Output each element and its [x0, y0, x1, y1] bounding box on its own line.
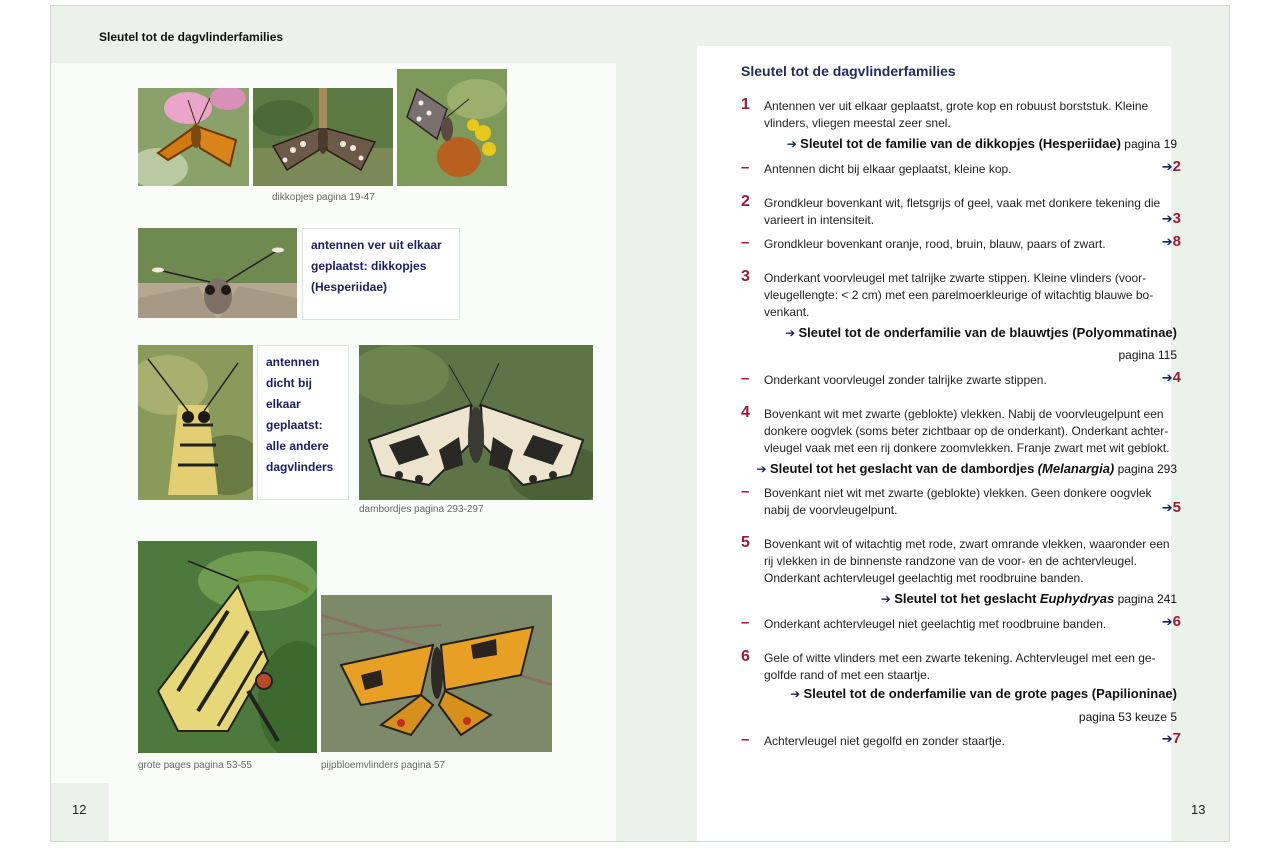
goto-badge[interactable]	[1162, 369, 1181, 386]
goto-number: 8	[1172, 233, 1181, 250]
goto-number: 3	[1172, 210, 1181, 227]
key-item-3	[741, 270, 1181, 321]
reference-label: Sleutel tot de onderfamilie van de blauwtjes (Polyommatinae)	[798, 325, 1177, 340]
label-far-antennae-line-2: geplaatst: dikkopjes	[311, 259, 427, 273]
key-number: 1	[741, 96, 750, 113]
key-item-6b	[741, 730, 1181, 750]
goto-badge[interactable]	[1162, 499, 1181, 516]
key-number: 6	[741, 648, 750, 665]
key-reference-5	[881, 591, 1177, 606]
photo-skipper-orange	[138, 88, 249, 186]
key-number: 5	[741, 534, 750, 551]
goto-number: 7	[1172, 730, 1181, 747]
page-number-right: 13	[1191, 802, 1206, 817]
goto-badge[interactable]	[1162, 158, 1181, 175]
goto-badge[interactable]	[1162, 730, 1181, 747]
photo-skipper-antennae	[138, 228, 297, 318]
photo-marbled-white-image	[359, 345, 593, 500]
key-item-6	[741, 650, 1181, 684]
right-arrow-icon: ➔	[1161, 211, 1173, 226]
right-arrow-icon: ➔	[785, 326, 796, 340]
key-number: 3	[741, 268, 750, 285]
key-item-1	[741, 98, 1181, 132]
photo-antennae-close	[138, 345, 253, 500]
key-dash: –	[741, 614, 750, 631]
key-text: Antennen ver uit elkaar geplaatst, grote kop en robuust borststuk. Kleine vlinders, vliegen meestal zeer snel.	[764, 99, 1149, 130]
label-close-antennae-line-2: dicht bij	[266, 376, 312, 390]
key-text: Gele of witte vlinders met een zwarte tekening. Achtervleugel met een ge-golfde rand of met een staartje.	[764, 651, 1156, 682]
photo-skipper-flower-image	[397, 69, 507, 186]
photo-grizzled-skipper	[253, 88, 393, 186]
key-item-4b	[741, 485, 1181, 519]
reference-label: Sleutel tot de onderfamilie van de grote pages (Papilioninae)	[803, 686, 1177, 701]
key-reference-3	[785, 325, 1177, 340]
key-reference-6-page: pagina 53 keuze 5	[1078, 710, 1177, 724]
photo-festoon-image	[321, 595, 552, 752]
key-reference-6	[790, 686, 1177, 701]
reference-page: pagina 19	[1124, 137, 1177, 151]
goto-badge[interactable]	[1162, 233, 1181, 250]
right-arrow-icon: ➔	[756, 462, 767, 476]
goto-number: 6	[1172, 613, 1181, 630]
label-close-antennae-line-6: dagvlinders	[266, 460, 334, 474]
right-arrow-icon: ➔	[1161, 731, 1173, 746]
photo-marbled-white	[359, 345, 593, 500]
key-dash: –	[741, 731, 750, 748]
right-arrow-icon: ➔	[1161, 500, 1173, 515]
key-dash: –	[741, 483, 750, 500]
key-item-5b	[741, 613, 1181, 633]
key-item-2	[741, 195, 1181, 229]
key-text: Bovenkant wit met zwarte (geblokte) vlekken. Nabij de voorvleugelpunt een donkere oogvlek (soms beter zichtbaar op de onderkant). Onderkant achter-vleugel vaak met een rij donkere zoomvlekken. Franje zwart met wit geblokt.	[764, 407, 1170, 455]
key-item-3b	[741, 369, 1181, 389]
key-text: Grondkleur bovenkant wit, fletsgrijs of geel, vaak met donkere tekening die varieert in intensiteit.	[764, 196, 1161, 227]
key-text: Onderkant achtervleugel niet geelachtig met roodbruine banden.	[764, 617, 1107, 631]
photo-skipper-antennae-image	[138, 228, 297, 318]
right-arrow-icon: ➔	[786, 137, 797, 151]
reference-italic: (Melanargia)	[1037, 461, 1115, 476]
goto-number: 2	[1172, 158, 1181, 175]
right-arrow-icon: ➔	[1161, 159, 1173, 174]
page-number-left: 12	[72, 802, 87, 817]
right-arrow-icon: ➔	[790, 687, 801, 701]
key-dash: –	[741, 159, 750, 176]
key-dash: –	[741, 234, 750, 251]
label-close-antennae-line-3: elkaar	[266, 397, 301, 411]
photo-swallowtail	[138, 541, 317, 753]
label-close-antennae-line-5: alle andere	[266, 439, 329, 453]
goto-badge[interactable]	[1162, 613, 1181, 630]
key-dash: –	[741, 370, 750, 387]
photo-swallowtail-image	[138, 541, 317, 753]
reference-label: Sleutel tot de familie van de dikkopjes (Hesperiidae)	[800, 136, 1121, 151]
right-arrow-icon: ➔	[1161, 234, 1173, 249]
key-number: 4	[741, 404, 750, 421]
key-text: Antennen dicht bij elkaar geplaatst, kleine kop.	[764, 162, 1012, 176]
key-text: Grondkleur bovenkant oranje, rood, bruin, blauw, paars of zwart.	[764, 237, 1106, 251]
caption-dikkopjes: dikkopjes pagina 19-47	[272, 192, 375, 203]
right-page-title: Sleutel tot de dagvlinderfamilies	[741, 63, 956, 79]
reference-page: pagina 241	[1117, 592, 1177, 606]
label-close-antennae	[257, 345, 349, 500]
photo-antennae-close-image	[138, 345, 253, 500]
key-text: Bovenkant wit of witachtig met rode, zwart omrande vlekken, waaronder een rij vlekken in de binnenste randzone van de voor- en de achtervleugel. Onderkant achtervleugel geelachtig met roodbruine banden.	[764, 537, 1170, 585]
right-arrow-icon: ➔	[1161, 370, 1173, 385]
key-text: Onderkant voorvleugel met talrijke zwarte stippen. Kleine vlinders (voor-vleugellengte: < 2 cm) met een parelmoerkleurige of witachtig blauwe bo-venkant.	[764, 271, 1154, 319]
right-arrow-icon: ➔	[880, 592, 891, 606]
photo-grizzled-skipper-image	[253, 88, 393, 186]
key-item-4	[741, 406, 1181, 457]
reference-page: pagina 293	[1117, 462, 1177, 476]
goto-number: 4	[1172, 369, 1181, 386]
reference-label: Sleutel tot het geslacht	[894, 591, 1037, 606]
reference-italic: Euphydryas	[1039, 591, 1115, 606]
label-far-antennae-line-3: (Hesperiidae)	[311, 280, 388, 294]
label-far-antennae	[302, 228, 460, 320]
caption-dambordjes: dambordjes pagina 293-297	[359, 504, 484, 515]
caption-grote-pages: grote pages pagina 53-55	[138, 760, 252, 771]
goto-badge[interactable]	[1162, 210, 1181, 227]
photo-skipper-orange-image	[138, 88, 249, 186]
label-close-antennae-line-4: geplaatst:	[266, 418, 323, 432]
key-text: Onderkant voorvleugel zonder talrijke zwarte stippen.	[764, 373, 1047, 387]
photo-festoon	[321, 595, 552, 752]
book-spread	[50, 5, 1230, 842]
reference-label: Sleutel tot het geslacht van de dambordjes	[769, 461, 1035, 476]
goto-number: 5	[1172, 499, 1181, 516]
key-reference-1	[787, 136, 1177, 151]
caption-pijpbloem: pijpbloemvlinders pagina 57	[321, 760, 445, 771]
key-item-5	[741, 536, 1181, 587]
key-text: Achtervleugel niet gegolfd en zonder staartje.	[764, 734, 1005, 748]
key-reference-4	[757, 461, 1177, 476]
label-far-antennae-line-1: antennen ver uit elkaar	[311, 238, 442, 252]
left-page-header: Sleutel tot de dagvlinderfamilies	[99, 30, 284, 44]
key-text: Bovenkant niet wit met zwarte (geblokte) vlekken. Geen donkere oogvlek nabij de voorvleugelpunt.	[764, 486, 1152, 517]
key-number: 2	[741, 193, 750, 210]
label-close-antennae-line-1: antennen	[266, 355, 320, 369]
key-reference-3-page: pagina 115	[1118, 348, 1177, 362]
key-item-2b	[741, 233, 1181, 253]
key-item-1b	[741, 158, 1181, 178]
right-arrow-icon: ➔	[1161, 614, 1173, 629]
photo-skipper-flower	[397, 69, 507, 186]
